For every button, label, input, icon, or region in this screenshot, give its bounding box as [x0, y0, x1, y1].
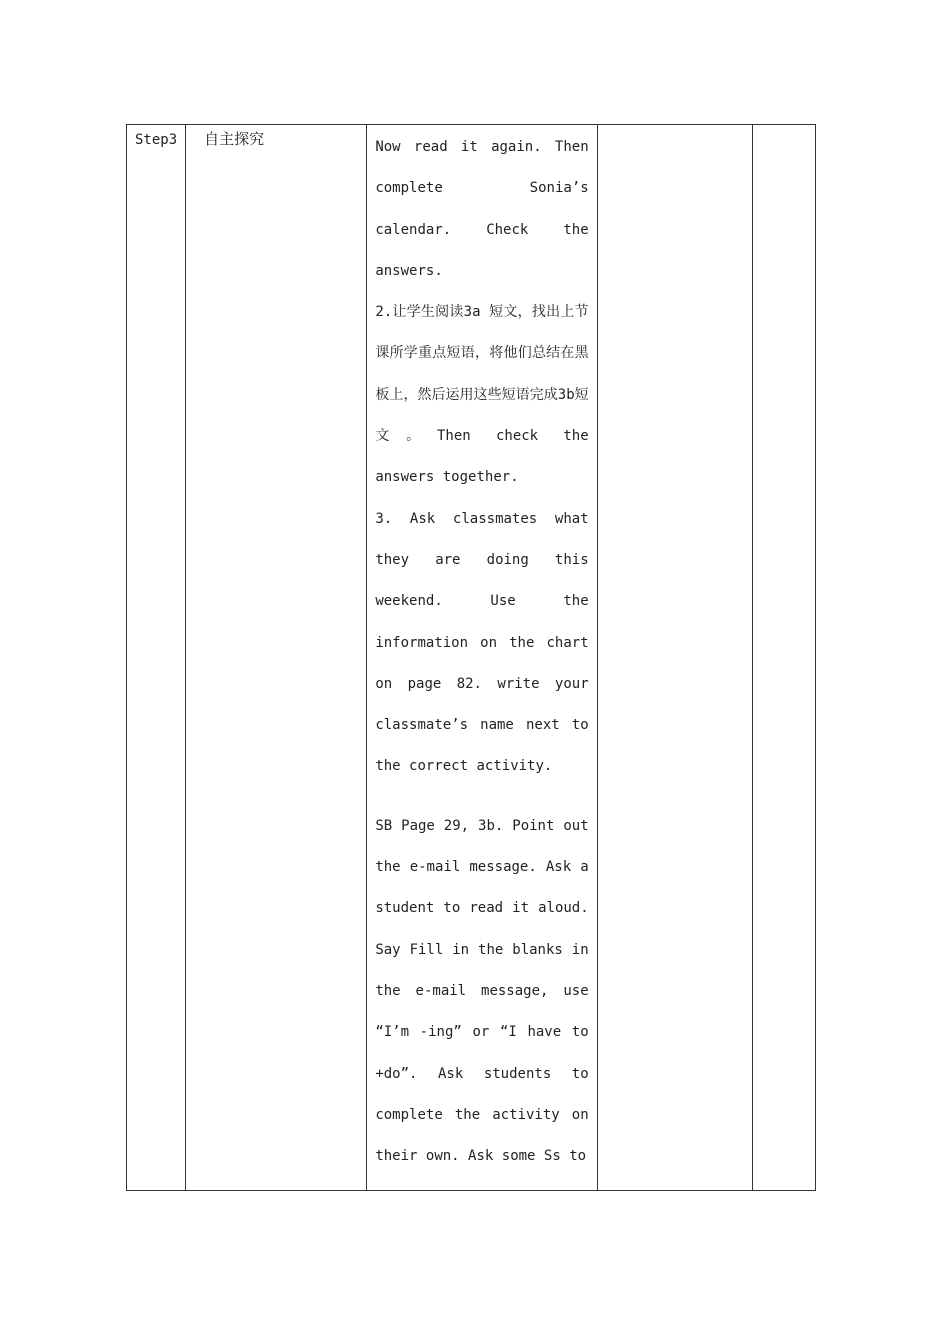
activity-paragraph-2: 2.让学生阅读3a 短文，找出上节课所学重点短语，将他们总结在黑板上，然后运用这些短语完成3b短文。Then check the answers together. [375, 304, 589, 486]
phase-cell [186, 125, 367, 1191]
activity-content-cell [367, 125, 597, 1191]
activity-paragraph-1: Now read it again. Then complete Sonia’s calendar. Check the answers. [375, 139, 589, 279]
table-row [127, 125, 816, 1191]
notes-cell [597, 125, 752, 1191]
activity-paragraph-4: SB Page 29, 3b. Point out the e-mail message. Ask a student to read it aloud. Say Fill in the blanks in the e-mail message, use “I’m -ing” or “I have to +do”. Ask students to complete the activity on their own. Ask some Ss to [375, 817, 589, 1165]
step-cell [127, 125, 186, 1191]
phase-label: 自主探究 [204, 130, 265, 148]
paragraph-spacer [375, 788, 588, 806]
remarks-cell [752, 125, 815, 1191]
activity-paragraph-3: 3. Ask classmates what they are doing this weekend. Use the information on the chart on page 82. write your classmate’s name next to the correct activity. [375, 510, 589, 775]
step-label: Step3 [135, 132, 178, 148]
lesson-plan-table [126, 124, 816, 1191]
